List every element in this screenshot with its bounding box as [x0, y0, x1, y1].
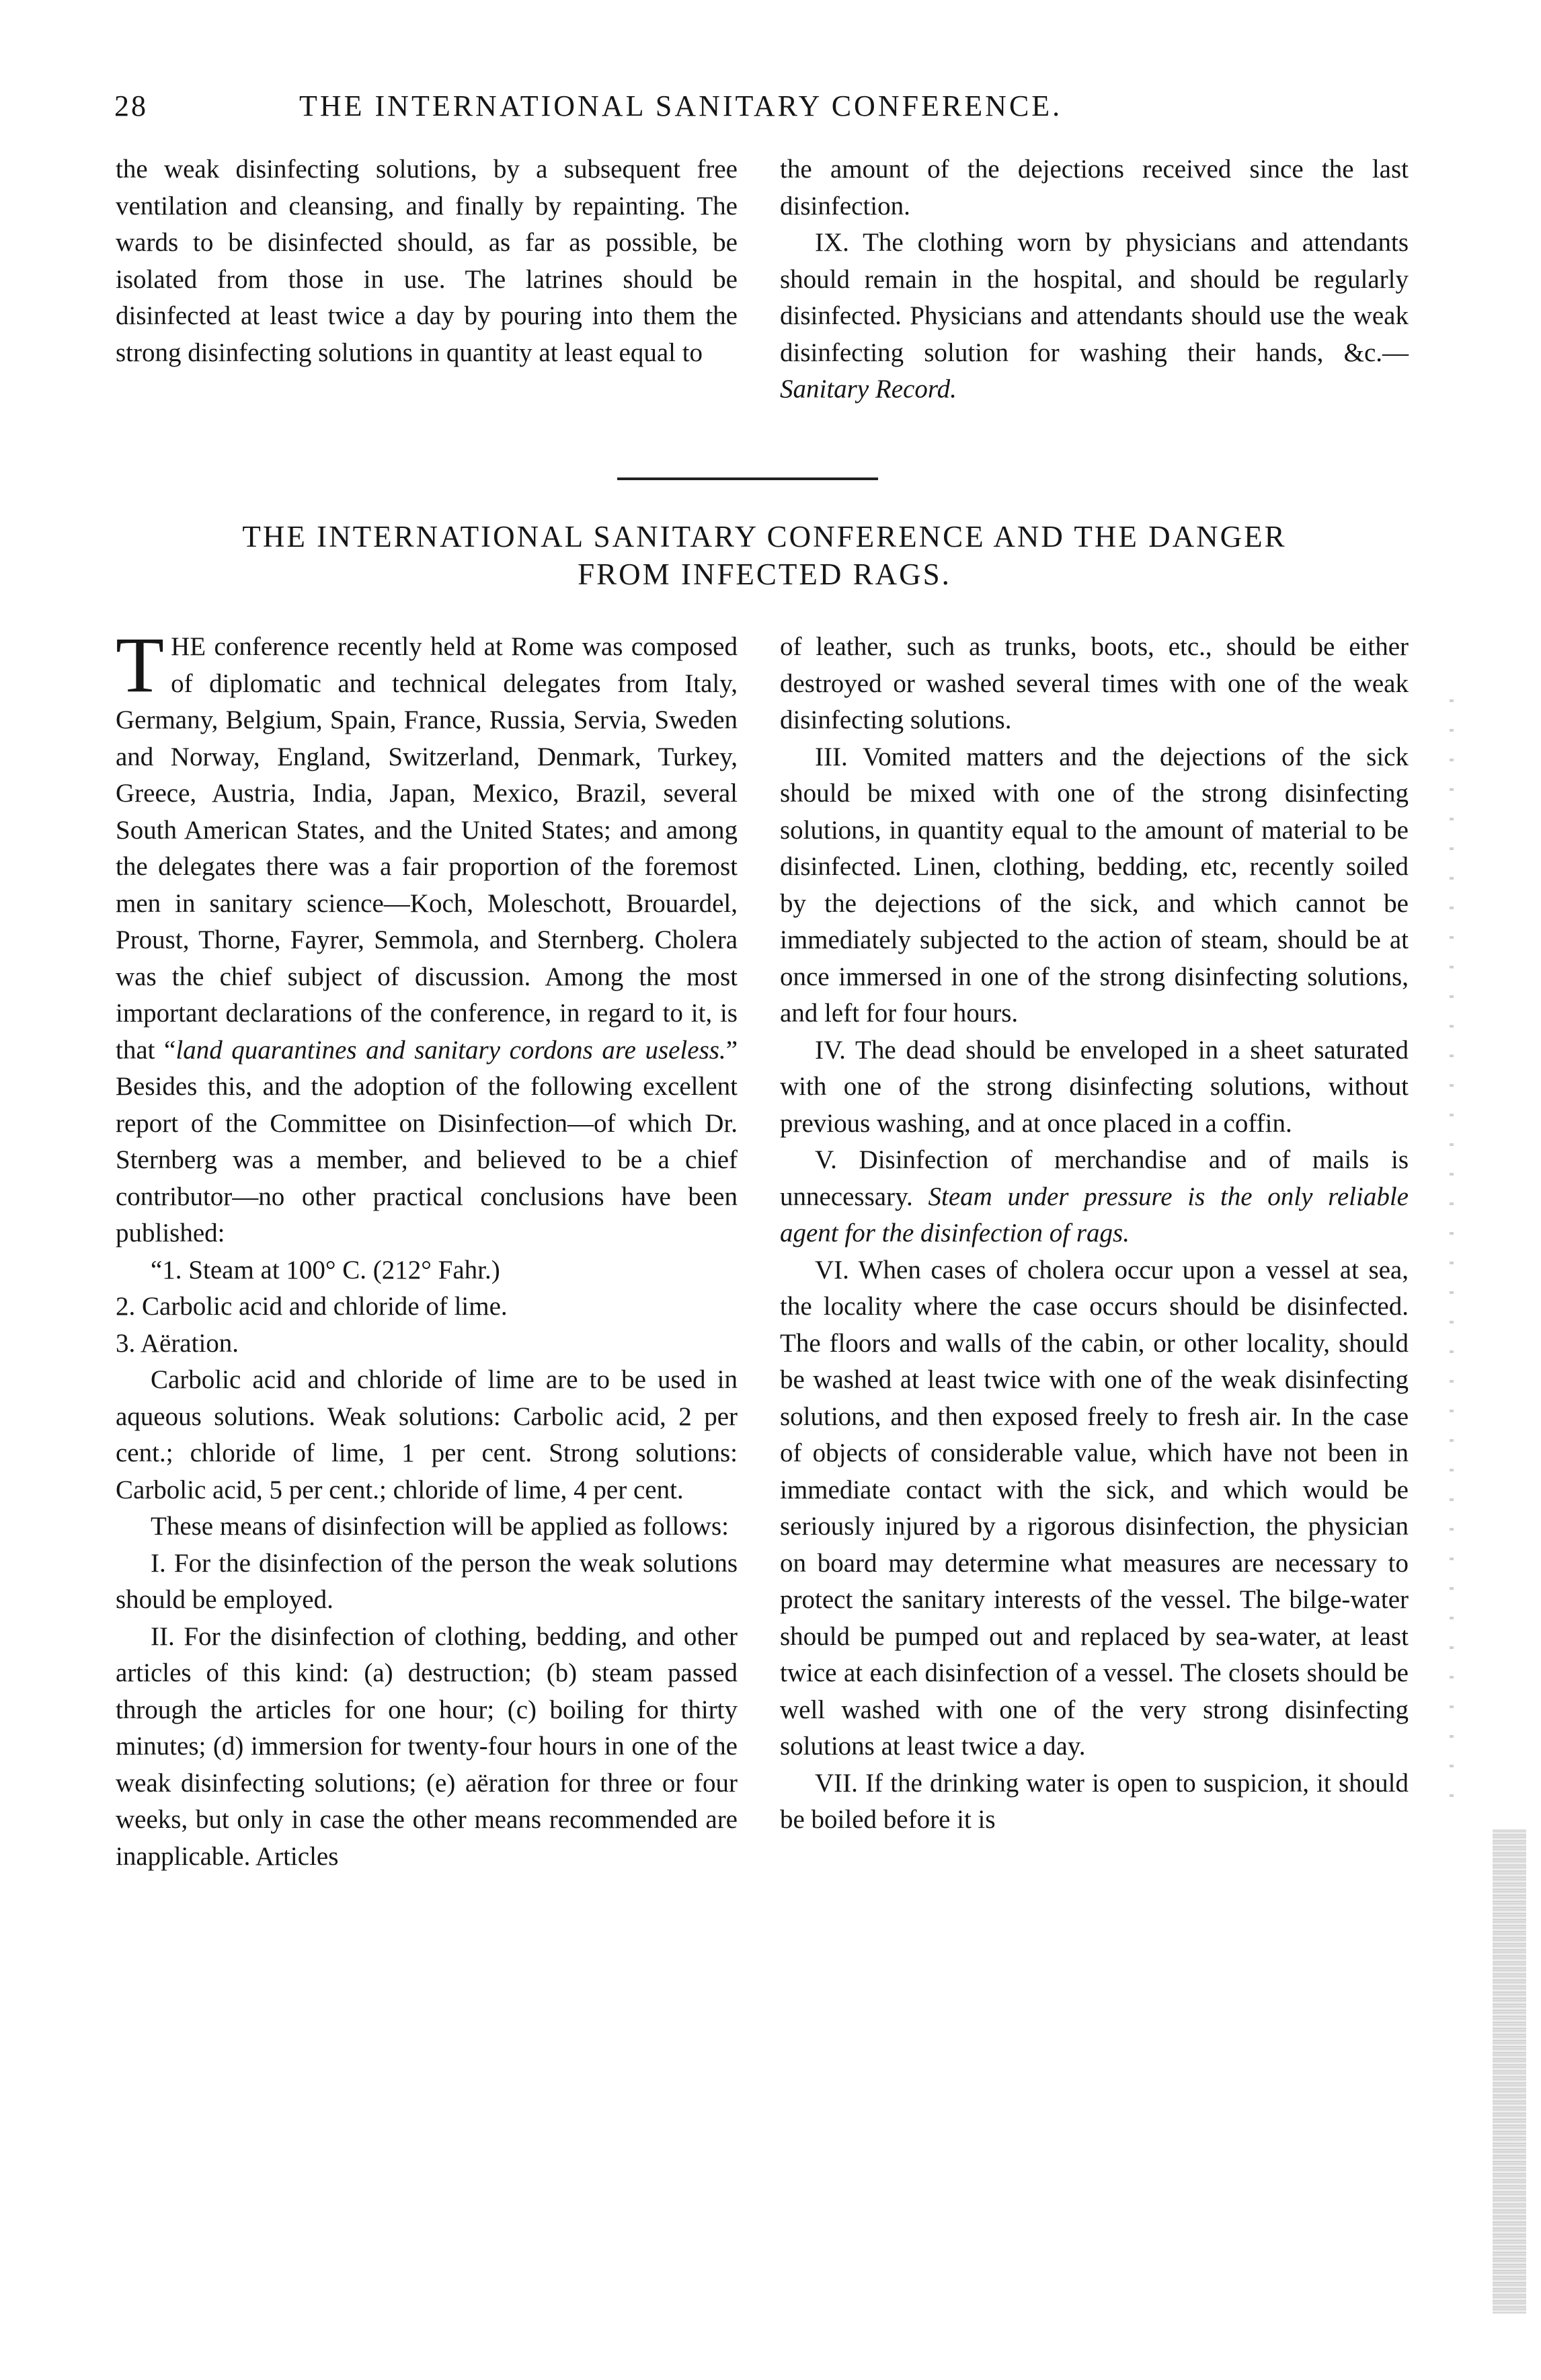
rule-iii-paragraph: III. Vomited matters and the dejections of the sick should be mixed with one of the strong disinfecting solutions, in quantity equal to the amount of material to be disinfected. Linen, clothing, bedding, etc, recently soiled by the dejections of the sick, and which cannot be immediately subjected to the action of steam, should be at once immersed in one of the strong disinfecting solutions, and left for four hours.: [780, 742, 1409, 1028]
rule-ii-continued: of leather, such as trunks, boots, etc., should be either destroyed or washed several times with one of the weak disinfecting solutions.: [780, 632, 1409, 734]
paragraph: the amount of the dejections received since the last disinfection.: [780, 155, 1409, 221]
source-citation: Sanitary Record.: [780, 375, 957, 404]
continued-text-right: [780, 151, 1409, 408]
article-column-left: [116, 621, 738, 1875]
rule-iv-paragraph: IV. The dead should be enveloped in a sheet saturated with one of the strong disinfecting solutions, without previous washing, and at once placed in a coffin.: [780, 1035, 1409, 1138]
continued-text-left: [116, 151, 738, 371]
rule-ii-paragraph: II. For the disinfection of clothing, bedding, and other articles of this kind: (a) destruction; (b) steam passed through the articles for one hour; (c) boiling for thirty minutes; (d) immersion for twenty-four hours in one of the weak disinfecting solutions; (e) aëration for three or four weeks, but only in case the other means recommended are inapplicable. Articles: [116, 1621, 738, 1871]
rule-i-paragraph: I. For the disinfection of the person the weak solutions should be employed.: [116, 1548, 738, 1614]
rule-v-paragraph: [780, 1142, 1409, 1252]
intro-paragraph: [116, 621, 738, 1252]
list-item-3: 3. Aëration.: [116, 1328, 239, 1358]
headline-line-1: THE INTERNATIONAL SANITARY CONFERENCE AND THE DANGER: [242, 520, 1287, 553]
scan-margin-artifact: [1450, 673, 1454, 1816]
article-headline: [116, 518, 1413, 593]
rule-v-text: V. Disinfection of merchandise and of mails is unnecessary.: [780, 1145, 1409, 1211]
running-title: THE INTERNATIONAL SANITARY CONFERENCE.: [299, 89, 1063, 122]
quoted-declaration: land quarantines and sanitary cordons are useless.: [175, 1035, 726, 1065]
section-divider-rule: [617, 477, 878, 480]
running-head: [114, 86, 1412, 126]
drop-cap: T: [116, 621, 165, 709]
headline-line-2: FROM INFECTED RAGS.: [578, 558, 951, 591]
paragraph-ix: [780, 225, 1409, 408]
rule-vii-paragraph: VII. If the drinking water is open to suspicion, it should be boiled before it is: [780, 1768, 1409, 1834]
list-item-1: “1. Steam at 100° C. (212° Fahr.): [151, 1255, 500, 1284]
solutions-paragraph: Carbolic acid and chloride of lime are to be used in aqueous solutions. Weak solutions: Carbolic acid, 2 per cent.; chloride of lime, 1 per cent. Strong solutions: Carbolic acid, 5 per cent.; chloride of lime, 4 per cent.: [116, 1365, 738, 1504]
paragraph-ix-text: IX. The clothing worn by physicians and attendants should remain in the hospital, and should be regularly disinfected. Physicians and attendants should use the weak disinfecting solution for washing their hands, &c.—: [780, 228, 1409, 367]
rule-vi-paragraph: VI. When cases of cholera occur upon a vessel at sea, the locality where the case occurs should be disinfected. The floors and walls of the cabin, or other locality, should be washed at least twice with one of the weak disinfecting solutions, and then exposed freely to fresh air. In the case of objects of considerable value, which have not been in immediate contact with the sick, and which would be seriously injured by a rigorous disinfection, the physician on board may determine what measures are necessary to protect the sanitary interests of the vessel. The bilge-water should be pumped out and replaced by sea-water, at least twice at each disinfection of a vessel. The closets should be well washed with one of the very strong disinfecting solutions at least twice a day.: [780, 1255, 1409, 1761]
intro-text: HE conference recently held at Rome was composed of diplomatic and technical delegates from Italy, Germany, Belgium, Spain, France, Russia, Servia, Sweden and Norway, England, Switzerland, Denmark, Turkey, Greece, Austria, India, Japan, Mexico, Brazil, several South American States, and the United States; and among the delegates there was a fair proportion of the foremost men in sanitary science—Koch, Moleschott, Brouardel, Proust, Thorne, Fayrer, Semmola, and Sternberg. Cholera was the chief subject of discussion. Among the most important declarations of the conference, in regard to it, is that “: [116, 632, 738, 1065]
rule-v-italic: Steam under pressure is the only reliable agent for the disinfection of rags.: [780, 1182, 1409, 1247]
application-paragraph: These means of disinfection will be applied as follows:: [151, 1512, 729, 1541]
intro-text-end: ” Besides this, and the adoption of the following excellent report of the Committee on Disinfection—of which Dr. Sternberg was a member, and believed to be a chief contributor—no other practical conclusions have been published:: [116, 1035, 738, 1247]
paragraph: the weak disinfecting solutions, by a subsequent free ventilation and cleansing, and finally by repainting. The wards to be disinfected should, as far as possible, be isolated from those in use. The latrines should be disinfected at least twice a day by pouring into them the strong disinfecting solutions in quantity at least equal to: [116, 155, 738, 367]
page-number: 28: [114, 89, 148, 122]
article-column-right: [780, 629, 1409, 1839]
scan-edge-artifact: [1493, 1829, 1526, 2313]
list-item-2: 2. Carbolic acid and chloride of lime.: [116, 1292, 508, 1321]
